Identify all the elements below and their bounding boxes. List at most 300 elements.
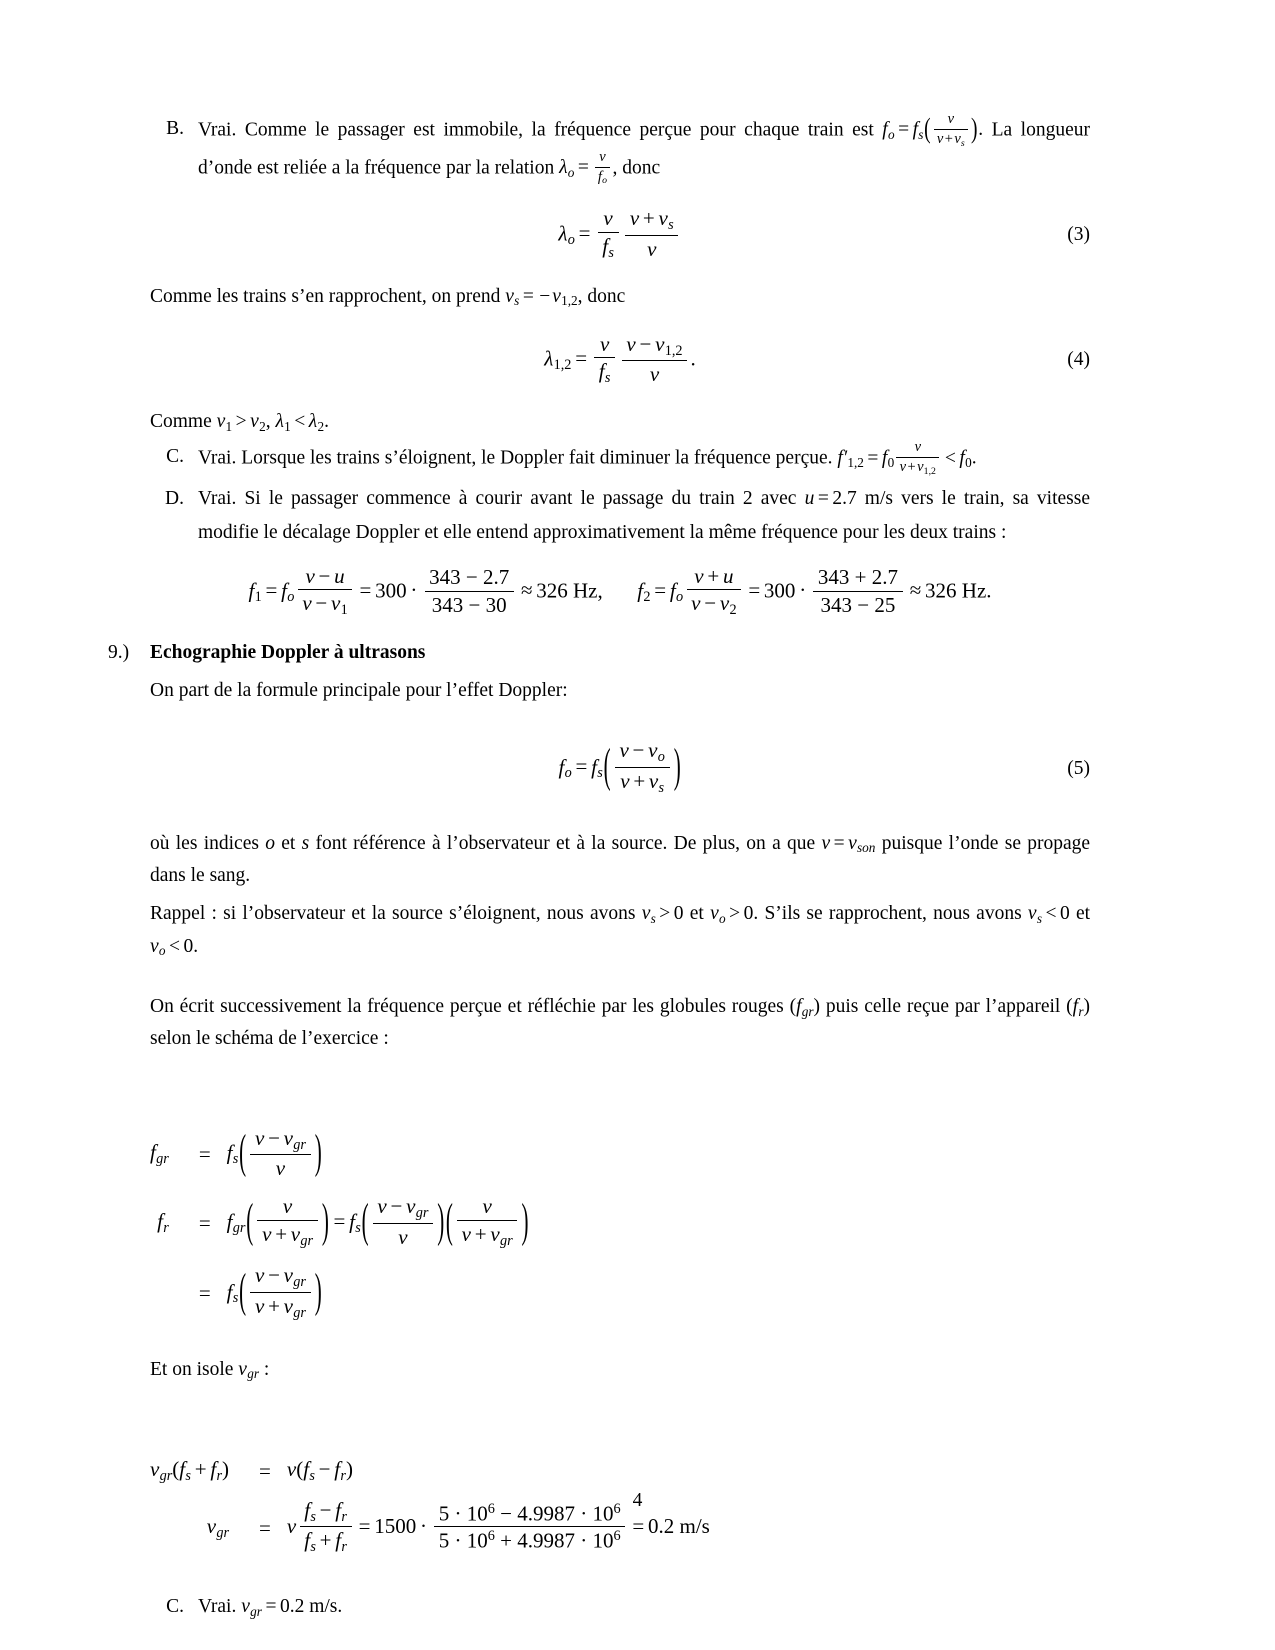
para2-gt1: > <box>659 903 671 925</box>
isolate-vgr: v <box>238 1358 247 1380</box>
eqd-num-a: 343 − 2.7 <box>429 565 510 590</box>
section-heading-9: Echographie Doppler à ultrasons <box>150 642 426 664</box>
c-frac-den-v: v <box>899 459 907 476</box>
row1-fraction <box>250 1126 310 1181</box>
vgr-fs-sub: s <box>185 1468 191 1485</box>
trains-text-2: , donc <box>577 285 626 307</box>
row1-right-paren: ) <box>314 1124 322 1179</box>
eq3-f1-den: f <box>602 233 609 258</box>
isolate-text-b: : <box>263 1358 270 1380</box>
lambda1-sub: 1 <box>284 418 291 434</box>
para2-zero4: 0 <box>183 935 194 957</box>
u-symbol: u <box>804 488 815 510</box>
index-s: s <box>301 832 310 854</box>
row2c-den-plus: + <box>474 1221 487 1246</box>
row2-num: v <box>282 1194 293 1219</box>
lambda-subscript: o <box>567 164 575 180</box>
vgr-equals-2: = <box>358 1513 371 1538</box>
vgr-rhs-fr-sub: r <box>340 1468 346 1485</box>
eqd-eq2: = <box>359 578 372 603</box>
row3-rhs <box>227 1258 530 1330</box>
para1-text-b: font référence à l’observateur et à la source. De plus, on a que <box>315 832 816 854</box>
equation-4 <box>150 333 1090 388</box>
row2-relation: = <box>198 1210 211 1235</box>
eq3-fraction-2 <box>625 206 678 261</box>
section9-intro: On part de la formule principale pour l’effet Doppler: <box>150 680 568 702</box>
conclusion-value: 0.2 m/s. <box>279 1596 343 1618</box>
eq4-f2-den: v <box>649 362 660 387</box>
section-9 <box>108 636 1090 669</box>
greater-than: > <box>235 410 247 432</box>
eq5-fs: f <box>591 754 597 779</box>
vgr-row2-v: v <box>286 1513 297 1538</box>
eq5-den-vs: v <box>648 768 659 793</box>
eq3-f1-num: v <box>603 206 613 231</box>
equation-tag-5: (5) <box>1067 757 1090 779</box>
equation-d-pair <box>150 565 1090 620</box>
frac-den-vs: v <box>954 130 961 147</box>
vgr-cdot: · <box>420 1513 428 1538</box>
aligned-row-1 <box>150 1120 529 1189</box>
conclusion-item-c <box>150 1590 1090 1624</box>
row1-f: f <box>150 1140 156 1165</box>
less-than-2: < <box>944 447 956 469</box>
eq4-f2-num-v: v <box>626 331 636 356</box>
eqd-f1-sub: 1 <box>254 589 262 606</box>
trains-approach-line <box>150 281 1090 313</box>
vgr-bignum-minus: − 4.9987 · 10 <box>494 1500 614 1525</box>
eqd-fr2-num-u: u <box>722 563 734 588</box>
fs-subscript: s <box>918 127 924 143</box>
para3-fr-sub: r <box>1078 1003 1084 1019</box>
row2c-den-vgr-sub: gr <box>499 1232 513 1249</box>
eq5-fs-sub: s <box>597 765 603 782</box>
eq3-equals: = <box>578 220 591 245</box>
para3-text-a: On écrit successivement la fréquence perçue et réfléchie par les globules rouges ( <box>150 996 797 1018</box>
para3-text-c: ) selon le schéma de l’exercice : <box>150 996 1090 1050</box>
para2-vo: v <box>710 903 719 925</box>
eq5-left-paren: ( <box>603 738 611 793</box>
eqd-cdot-b: · <box>799 578 807 603</box>
lambda1-symbol: λ <box>275 410 284 432</box>
compare-line <box>150 406 1090 438</box>
fs-symbol: f <box>912 119 918 141</box>
equals-sign-2: = <box>577 157 589 179</box>
para2-vo2: v <box>150 935 159 957</box>
vgr-rhs-fs-sub: s <box>309 1468 315 1485</box>
row1-lhs <box>150 1120 183 1189</box>
eqd-fr1-num-u: u <box>334 563 345 588</box>
vgr-num-minus: − <box>319 1497 332 1522</box>
left-paren: ( <box>924 114 931 145</box>
paragraph-indices <box>150 828 1090 893</box>
para2-et: et <box>689 903 704 925</box>
equation-5 <box>150 740 1090 798</box>
eqd-f2: f <box>637 578 644 603</box>
lambda2-symbol: λ <box>308 410 318 432</box>
eqd-den-b: 343 − 25 <box>820 592 896 617</box>
eq5-right-paren: ) <box>673 738 681 793</box>
vgr-num-fs-sub: s <box>310 1508 316 1525</box>
eq3-lambda-sub: o <box>567 231 575 248</box>
v12-sub: 1,2 <box>561 293 578 309</box>
para1-et: et <box>281 832 296 854</box>
eqd-fr1-num-minus: − <box>318 563 331 588</box>
vgr-row1-lhs <box>150 1450 243 1492</box>
isolate-vgr-sub: gr <box>247 1366 259 1382</box>
eq3-f1-den-sub: s <box>608 244 614 261</box>
eqd-fr1-num-v: v <box>305 563 315 588</box>
para2-vo-sub: o <box>718 911 726 927</box>
vgr-den-fr: f <box>335 1528 342 1553</box>
row2-lhs <box>150 1189 183 1258</box>
aligned-row-2 <box>150 1189 529 1258</box>
row2-left-paren-3: ( <box>445 1193 453 1248</box>
para1-text-c: puisque l’onde se propage dans le sang. <box>150 832 1091 886</box>
para2-end: . <box>193 935 199 957</box>
para2-et2: et <box>1075 903 1091 925</box>
eqd-eq1: = <box>265 578 278 603</box>
para2-zero1: 0 <box>673 903 684 925</box>
item-d-text-1: Vrai. Si le passager commence à courir avant le passage du train 2 avec <box>198 488 797 510</box>
eqd-fo-sub: o <box>287 589 295 606</box>
vgr-row2-relation: = <box>259 1515 271 1540</box>
compare-period: . <box>324 410 329 432</box>
list-item-b <box>150 112 1090 188</box>
item-c-text-1: Vrai. Lorsque les trains s’éloignent, le Doppler fait diminuer la fréquence perçue. <box>198 447 833 469</box>
lambda-symbol: λ <box>559 157 568 179</box>
c-frac-num: v <box>914 439 921 456</box>
row1-relation: = <box>198 1141 211 1166</box>
vgr-bignum-b-sup: 6 <box>613 1500 621 1517</box>
fraction-v-over-fo <box>595 149 610 187</box>
para2-vs-sub: s <box>650 911 656 927</box>
vgr-num-fr-sub: r <box>341 1508 347 1525</box>
vgr-symbol: v <box>150 1457 160 1482</box>
row2-den-v: v <box>262 1221 272 1246</box>
eqd-den-a: 343 − 30 <box>431 592 507 617</box>
conclusion-equals: = <box>265 1596 277 1618</box>
eqd-fo: f <box>281 578 287 603</box>
row1-left-paren: ( <box>239 1124 247 1179</box>
conclusion-marker: C. <box>166 1596 184 1618</box>
prime-mark: ′ <box>842 447 848 469</box>
row1-num-v: v <box>254 1125 265 1150</box>
conclusion-vgr-sub: gr <box>250 1603 262 1619</box>
row2-den-vgr-sub: gr <box>300 1232 314 1249</box>
row2b-num-minus: − <box>390 1194 403 1219</box>
eqd-fr1-den-v1-sub: 1 <box>340 602 348 619</box>
eq5-num-minus: − <box>632 738 645 763</box>
vgr-bignum-a: 5 · 10 <box>438 1500 488 1525</box>
vgr-bignum-a-sup: 6 <box>487 1500 495 1517</box>
eq3-f2-den: v <box>647 236 657 261</box>
eq3-lambda: λ <box>558 220 568 245</box>
item-b-text-3: , donc <box>612 157 661 179</box>
eq3-f2-num-vs-sub: s <box>668 217 674 234</box>
eq3-f2-num-v: v <box>629 206 640 231</box>
eqd-frac-numbers-b <box>813 565 902 617</box>
v1-symbol: v <box>216 410 226 432</box>
item-c-period: . <box>971 447 977 469</box>
row1-fs: f <box>226 1140 233 1165</box>
c-frac-den-v12: v <box>917 459 924 476</box>
para1-text-a: où les indices <box>150 832 259 854</box>
row2b-num-vgr-sub: gr <box>415 1205 429 1222</box>
c-frac-den-plus: + <box>907 459 916 476</box>
vgr-rhs-open: ( <box>296 1457 304 1482</box>
eq5-num-v: v <box>619 738 629 763</box>
vgr-row1-relation: = <box>259 1458 271 1483</box>
eqd-approx-a: ≈ <box>520 578 533 603</box>
row1-fs-sub: s <box>232 1151 239 1168</box>
row2b-num-v: v <box>377 1194 387 1219</box>
vgr-fs: f <box>179 1457 186 1482</box>
paragraph-globules <box>150 991 1090 1056</box>
eqd-fr2-den-v: v <box>691 591 701 616</box>
item-b-text-2: La longueur d’onde est reliée a la fréquence par la relation <box>198 119 1091 179</box>
eqd-fr2-den-minus: − <box>704 591 717 616</box>
eq4-lambda: λ <box>544 346 554 371</box>
row3-den-v: v <box>254 1293 265 1318</box>
equals-sign-4: = <box>867 447 879 469</box>
para3-text-b: ) puis celle reçue par l’appareil ( <box>813 996 1073 1018</box>
lam-den-sub: o <box>602 175 607 187</box>
row1-num-vgr-sub: gr <box>293 1136 306 1153</box>
eq3-f2-num-vs: v <box>658 206 668 231</box>
para3-fgr: f <box>796 996 802 1018</box>
conclusion-text: Vrai. <box>198 1596 237 1618</box>
row2b-den: v <box>398 1224 408 1249</box>
right-paren: ) <box>970 114 978 145</box>
eqd-result-b: 326 Hz. <box>925 578 992 603</box>
paragraph-rappel <box>150 898 1090 963</box>
vgr-den-fs-sub: s <box>310 1539 316 1556</box>
eq5-num-vo: v <box>648 738 658 763</box>
eq4-period: . <box>690 346 696 371</box>
eqd-fr2-num-plus: + <box>707 563 720 588</box>
less-than: < <box>294 410 306 432</box>
item-b-text-1: Vrai. Comme le passager est immobile, la fréquence perçue pour chaque train est <box>198 119 874 141</box>
para2-vs: v <box>641 903 651 925</box>
eqd-num-b: 343 + 2.7 <box>817 565 899 590</box>
v2-sub: 2 <box>259 418 266 434</box>
row2-fs-sub: s <box>355 1219 361 1236</box>
list-item-d <box>150 482 1090 549</box>
eqd-result-a: 326 Hz, <box>536 578 603 603</box>
eq5-fraction <box>615 738 670 796</box>
equals-sign: = <box>898 119 910 141</box>
row2-fraction-1 <box>257 1194 317 1249</box>
aligned-equations-fgr-fr <box>150 1120 529 1330</box>
eqd-cdot-a: · <box>410 578 418 603</box>
equals-sign-3: = <box>522 285 534 307</box>
fraction-v-over-v-plus-vs <box>934 111 968 149</box>
c-frac-den-v12-sub: 1,2 <box>923 465 936 477</box>
equals-sign-5: = <box>817 488 829 510</box>
vs-sub: s <box>514 293 520 309</box>
vgr-num-fr: f <box>335 1497 342 1522</box>
para2-vs2-sub: s <box>1036 911 1042 927</box>
item-marker-c: C. <box>166 446 184 468</box>
eqd-fr2-num-v: v <box>694 563 704 588</box>
vgr-symbol-sub: gr <box>159 1468 173 1485</box>
para2-zero2: 0 <box>743 903 754 925</box>
eq4-f1-den-sub: s <box>604 370 611 387</box>
para1-vson: v <box>848 832 857 854</box>
vgr-den-plus: + <box>319 1528 332 1553</box>
para2-text-b: . S’ils se rapprochent, nous avons <box>753 903 1022 925</box>
para2-lt1: < <box>1045 903 1057 925</box>
eq5-den-v: v <box>620 768 630 793</box>
fraction-v-over-v-plus-v12 <box>896 439 939 477</box>
list-item-c <box>150 440 1090 478</box>
lam-num: v <box>599 148 606 165</box>
vgr-fr: f <box>210 1457 217 1482</box>
equation-3 <box>150 208 1090 263</box>
eqd-fr1-den-v1: v <box>331 591 341 616</box>
compare-text-pre: Comme <box>150 410 212 432</box>
row1-num-vgr: v <box>283 1125 293 1150</box>
para3-fr: f <box>1072 996 1079 1018</box>
v1-sub: 1 <box>225 418 233 434</box>
row2c-den-vgr: v <box>490 1221 500 1246</box>
para2-gt2: > <box>729 903 741 925</box>
row3-num-v: v <box>254 1263 265 1288</box>
para1-equals: = <box>833 832 845 854</box>
eqd-frac-v-plus-u <box>687 564 742 619</box>
row3-fs: f <box>226 1279 233 1304</box>
aligned-row-3 <box>150 1258 529 1330</box>
vgr-rhs-fs: f <box>303 1457 310 1482</box>
row2-fgr: f <box>226 1208 233 1233</box>
lambda2-sub: 2 <box>317 418 325 434</box>
vgr-1500: 1500 <box>374 1513 417 1538</box>
row2b-num-vgr: v <box>406 1194 416 1219</box>
fprime-sub: 1,2 <box>847 455 864 471</box>
eqd-frac-v-minus-u <box>298 564 353 619</box>
f-subscript: o <box>887 127 895 143</box>
row2-den-plus: + <box>275 1221 288 1246</box>
vgr-row1-rhs <box>287 1450 710 1492</box>
row3-den-vgr: v <box>283 1293 293 1318</box>
vs-symbol: v <box>505 285 514 307</box>
row3-num-vgr: v <box>283 1263 293 1288</box>
item-marker-b: B. <box>166 118 184 139</box>
item-b-lambda-relation <box>559 148 612 187</box>
row2-rhs <box>227 1189 530 1258</box>
row2-fraction-3 <box>457 1194 517 1249</box>
row3-right-paren: ) <box>314 1263 322 1318</box>
eqd-fr1-den-v: v <box>302 591 312 616</box>
para2-lt2: < <box>169 935 181 957</box>
row3-fraction <box>250 1263 310 1321</box>
frac-den-plus: + <box>944 130 953 147</box>
row2-equals-2: = <box>333 1208 346 1233</box>
eq4-fraction-2 <box>622 332 687 387</box>
v2-symbol: v <box>250 410 259 432</box>
isolate-line <box>150 1354 1090 1386</box>
page-number: 4 <box>632 1490 643 1511</box>
eq5-fo-sub: o <box>564 765 572 782</box>
eq4-fraction-1 <box>594 332 615 387</box>
eq5-num-vo-sub: o <box>657 749 665 766</box>
eqd-approx-b: ≈ <box>909 578 922 603</box>
vgr-den-fr-sub: r <box>341 1539 347 1556</box>
row3-num-minus: − <box>268 1263 280 1288</box>
f0b-symbol: f <box>959 447 965 469</box>
eq4-equals: = <box>575 346 588 371</box>
para2-zero3: 0 <box>1060 903 1070 925</box>
vgr-rhs-fr: f <box>334 1457 341 1482</box>
row3-den-plus: + <box>268 1293 280 1318</box>
trains-text-1: Comme les trains s’en rapprochent, on prend <box>150 285 501 307</box>
eq5-equals: = <box>575 754 588 779</box>
vgr-plus: + <box>194 1457 207 1482</box>
row1-rhs <box>227 1120 530 1189</box>
eq4-f1-num: v <box>599 331 610 356</box>
vgr-symbol-2-sub: gr <box>216 1525 230 1542</box>
row1-den: v <box>275 1156 286 1181</box>
row2-left-paren-2: ( <box>361 1193 369 1248</box>
period: . <box>978 119 984 141</box>
equation-tag-3: (3) <box>1067 224 1090 246</box>
eqd-fr1-den-minus: − <box>315 591 328 616</box>
vgr-row-1 <box>150 1450 710 1492</box>
row1-f-sub: gr <box>156 1151 169 1168</box>
vgr-close-paren: ) <box>222 1457 230 1482</box>
page-content <box>108 111 1091 1628</box>
vgr-rhs-close: ) <box>345 1457 353 1482</box>
eq4-f2-num-v12: v <box>655 331 665 356</box>
index-o: o <box>265 832 275 854</box>
eq5-den-plus: + <box>633 768 646 793</box>
eq4-f2-num-v12-sub: 1,2 <box>664 342 683 359</box>
item-marker-d: D. <box>165 488 184 510</box>
equation-tag-4: (4) <box>1067 349 1090 371</box>
para1-vson-sub: son <box>857 840 876 856</box>
vgr-result: 0.2 m/s <box>648 1513 710 1538</box>
row2-den-vgr: v <box>290 1221 301 1246</box>
para3-fgr-sub: gr <box>801 1003 814 1019</box>
eqd-fo2-sub: o <box>676 589 684 606</box>
isolate-text-a: Et on isole <box>150 1358 234 1380</box>
eqd-f2-sub: 2 <box>643 589 651 606</box>
row3-left-paren: ( <box>239 1263 247 1318</box>
eqd-fr2-den-v2: v <box>719 591 730 616</box>
eqd-eq3: = <box>654 578 667 603</box>
frac-den-v: v <box>936 130 944 147</box>
eq5-fo: f <box>558 754 565 779</box>
eqd-300a: 300 <box>375 578 407 603</box>
eq3-f2-num-plus: + <box>642 206 655 231</box>
eq4-f1-den: f <box>598 359 605 384</box>
vgr-rhs-v: v <box>286 1457 297 1482</box>
row3-num-vgr-sub: gr <box>293 1274 306 1291</box>
para2-vs2: v <box>1027 903 1037 925</box>
section-marker-9: 9.) <box>108 642 130 664</box>
vgr-open-paren: ( <box>172 1457 180 1482</box>
eq4-f2-num-minus: − <box>639 331 652 356</box>
row1-num-minus: − <box>268 1125 280 1150</box>
row3-den-vgr-sub: gr <box>293 1304 306 1321</box>
frac-numerator: v <box>947 111 955 128</box>
row2-fgr-sub: gr <box>232 1219 246 1236</box>
row2-fs: f <box>349 1208 355 1233</box>
para2-vo2-sub: o <box>158 943 166 959</box>
v12-symbol: v <box>552 285 561 307</box>
item-d-text-2: vers le train, sa vitesse modifie le décalage Doppler et elle entend approximativement la même fréquence pour les deux trains : <box>198 488 1090 543</box>
